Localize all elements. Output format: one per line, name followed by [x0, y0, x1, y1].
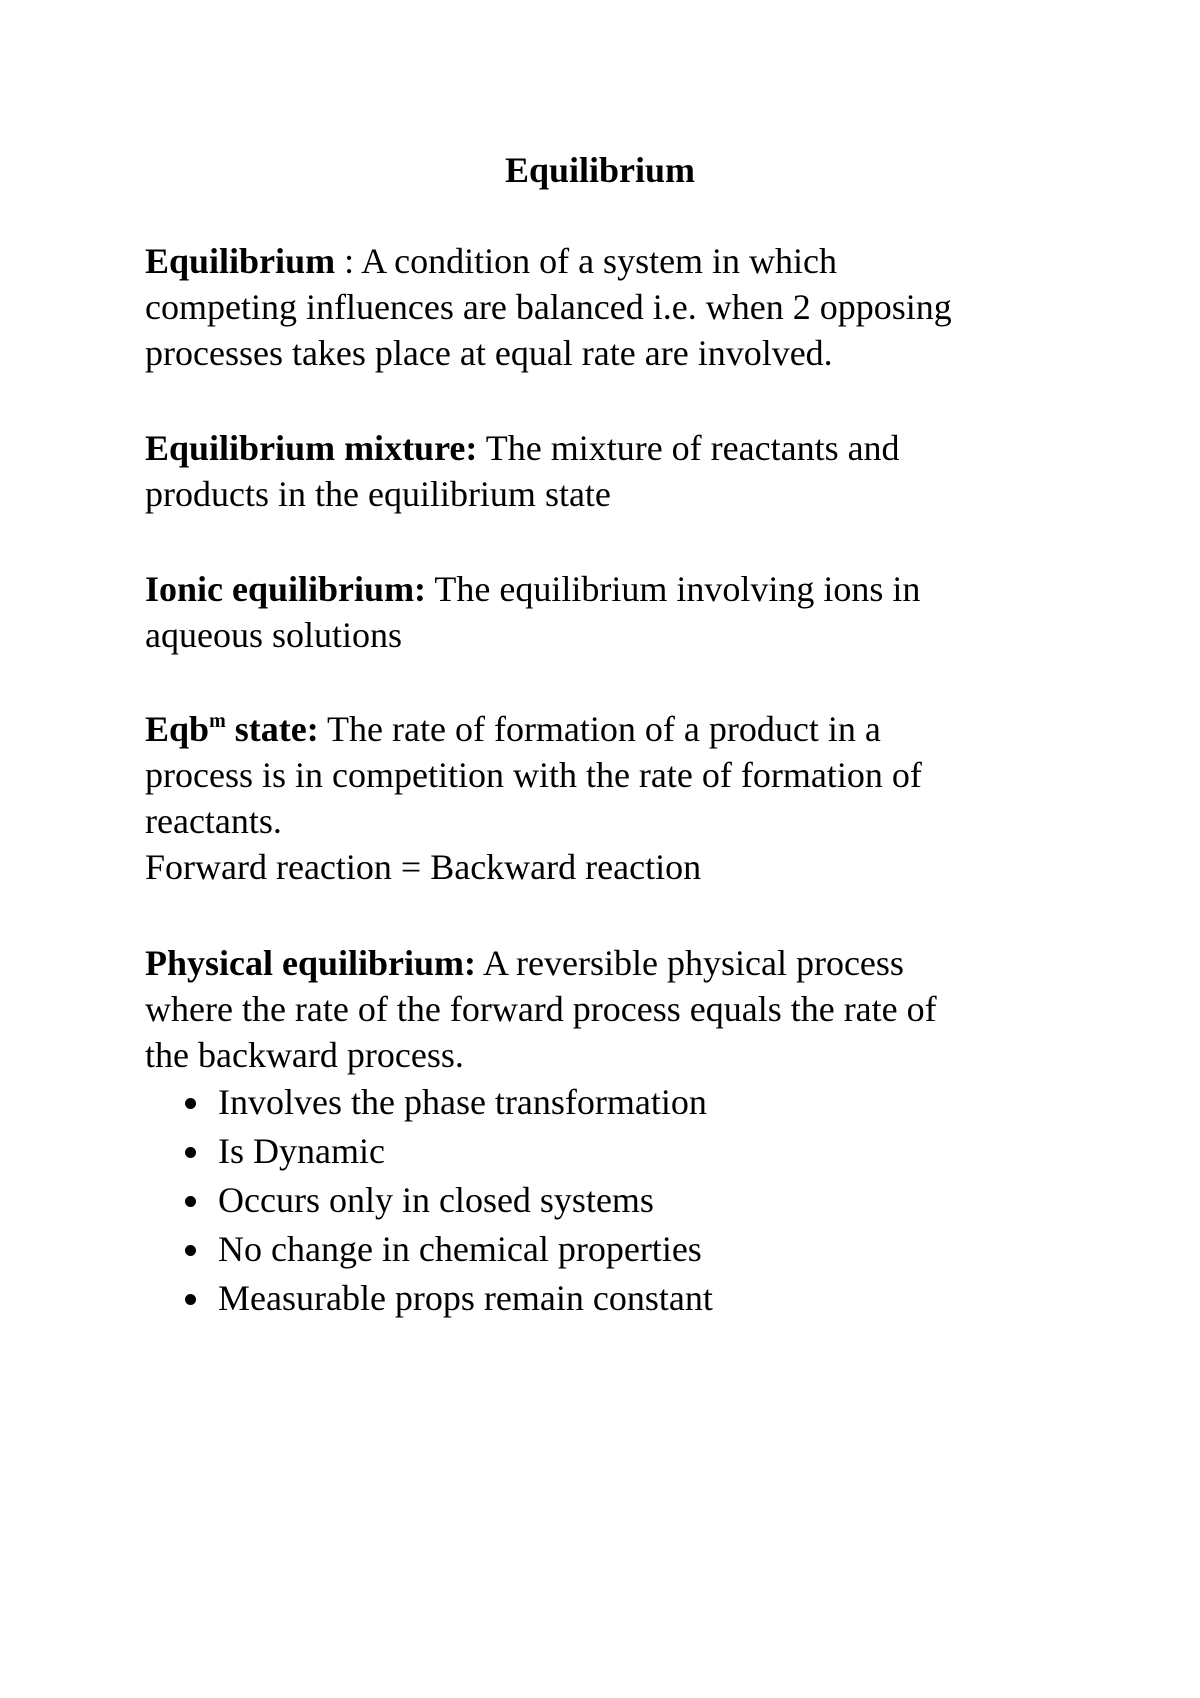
term-prefix: Eqb [145, 709, 210, 749]
definition-equilibrium [145, 238, 1075, 376]
definition-ionic-equilibrium [145, 566, 1075, 658]
list-item [145, 1225, 1075, 1274]
list-item [145, 1176, 1075, 1225]
definition-line: the backward process. [145, 1035, 464, 1075]
document-title: Equilibrium [504, 150, 696, 190]
list-item-text: Measurable props remain constant [218, 1278, 713, 1318]
term-superscript: m [209, 710, 226, 732]
definition-text: The mixture of reactants and [485, 428, 900, 468]
definition-line: competing influences are balanced i.e. when 2 opposing [145, 287, 952, 327]
bullet-icon [185, 1294, 196, 1305]
definition-line [145, 940, 1075, 986]
definition-text: The equilibrium involving ions in [434, 569, 921, 609]
list-item-text: Occurs only in closed systems [218, 1180, 654, 1220]
bullet-icon [185, 1196, 196, 1207]
properties-list [145, 1078, 1075, 1323]
definition-line: aqueous solutions [145, 615, 402, 655]
list-item [145, 1274, 1075, 1323]
definition-term: Equilibrium mixture: [145, 428, 478, 468]
definition-line [145, 238, 1075, 284]
definition-physical-equilibrium [145, 940, 1075, 1323]
definition-text: The rate of formation of a product in a [327, 709, 881, 749]
definition-line: products in the equilibrium state [145, 474, 611, 514]
definition-line [145, 425, 1075, 471]
bullet-icon [185, 1098, 196, 1109]
definition-text: A reversible physical process [483, 943, 904, 983]
list-item [145, 1078, 1075, 1127]
definition-line: process is in competition with the rate of formation of [145, 755, 922, 795]
bullet-icon [185, 1245, 196, 1256]
definition-text: A condition of a system in which [361, 241, 838, 281]
definition-line [145, 706, 1075, 752]
definition-eqbm-state [145, 706, 1075, 890]
definition-term [145, 709, 319, 749]
list-item [145, 1127, 1075, 1176]
definition-line: reactants. [145, 801, 282, 841]
equation-line: Forward reaction = Backward reaction [145, 847, 702, 887]
definition-line: where the rate of the forward process equals the rate of [145, 989, 937, 1029]
list-item-text: Is Dynamic [218, 1131, 385, 1171]
definition-equilibrium-mixture [145, 425, 1075, 517]
list-item-text: Involves the phase transformation [218, 1082, 707, 1122]
bullet-icon [185, 1147, 196, 1158]
definition-term: Ionic equilibrium: [145, 569, 427, 609]
definition-line: processes takes place at equal rate are involved. [145, 333, 833, 373]
definition-term: Physical equilibrium: [145, 943, 477, 983]
term-separator: : [335, 241, 362, 281]
definition-term: Equilibrium [145, 241, 336, 281]
term-suffix: state: [225, 709, 319, 749]
list-item-text: No change in chemical properties [218, 1229, 702, 1269]
definition-line [145, 566, 1075, 612]
